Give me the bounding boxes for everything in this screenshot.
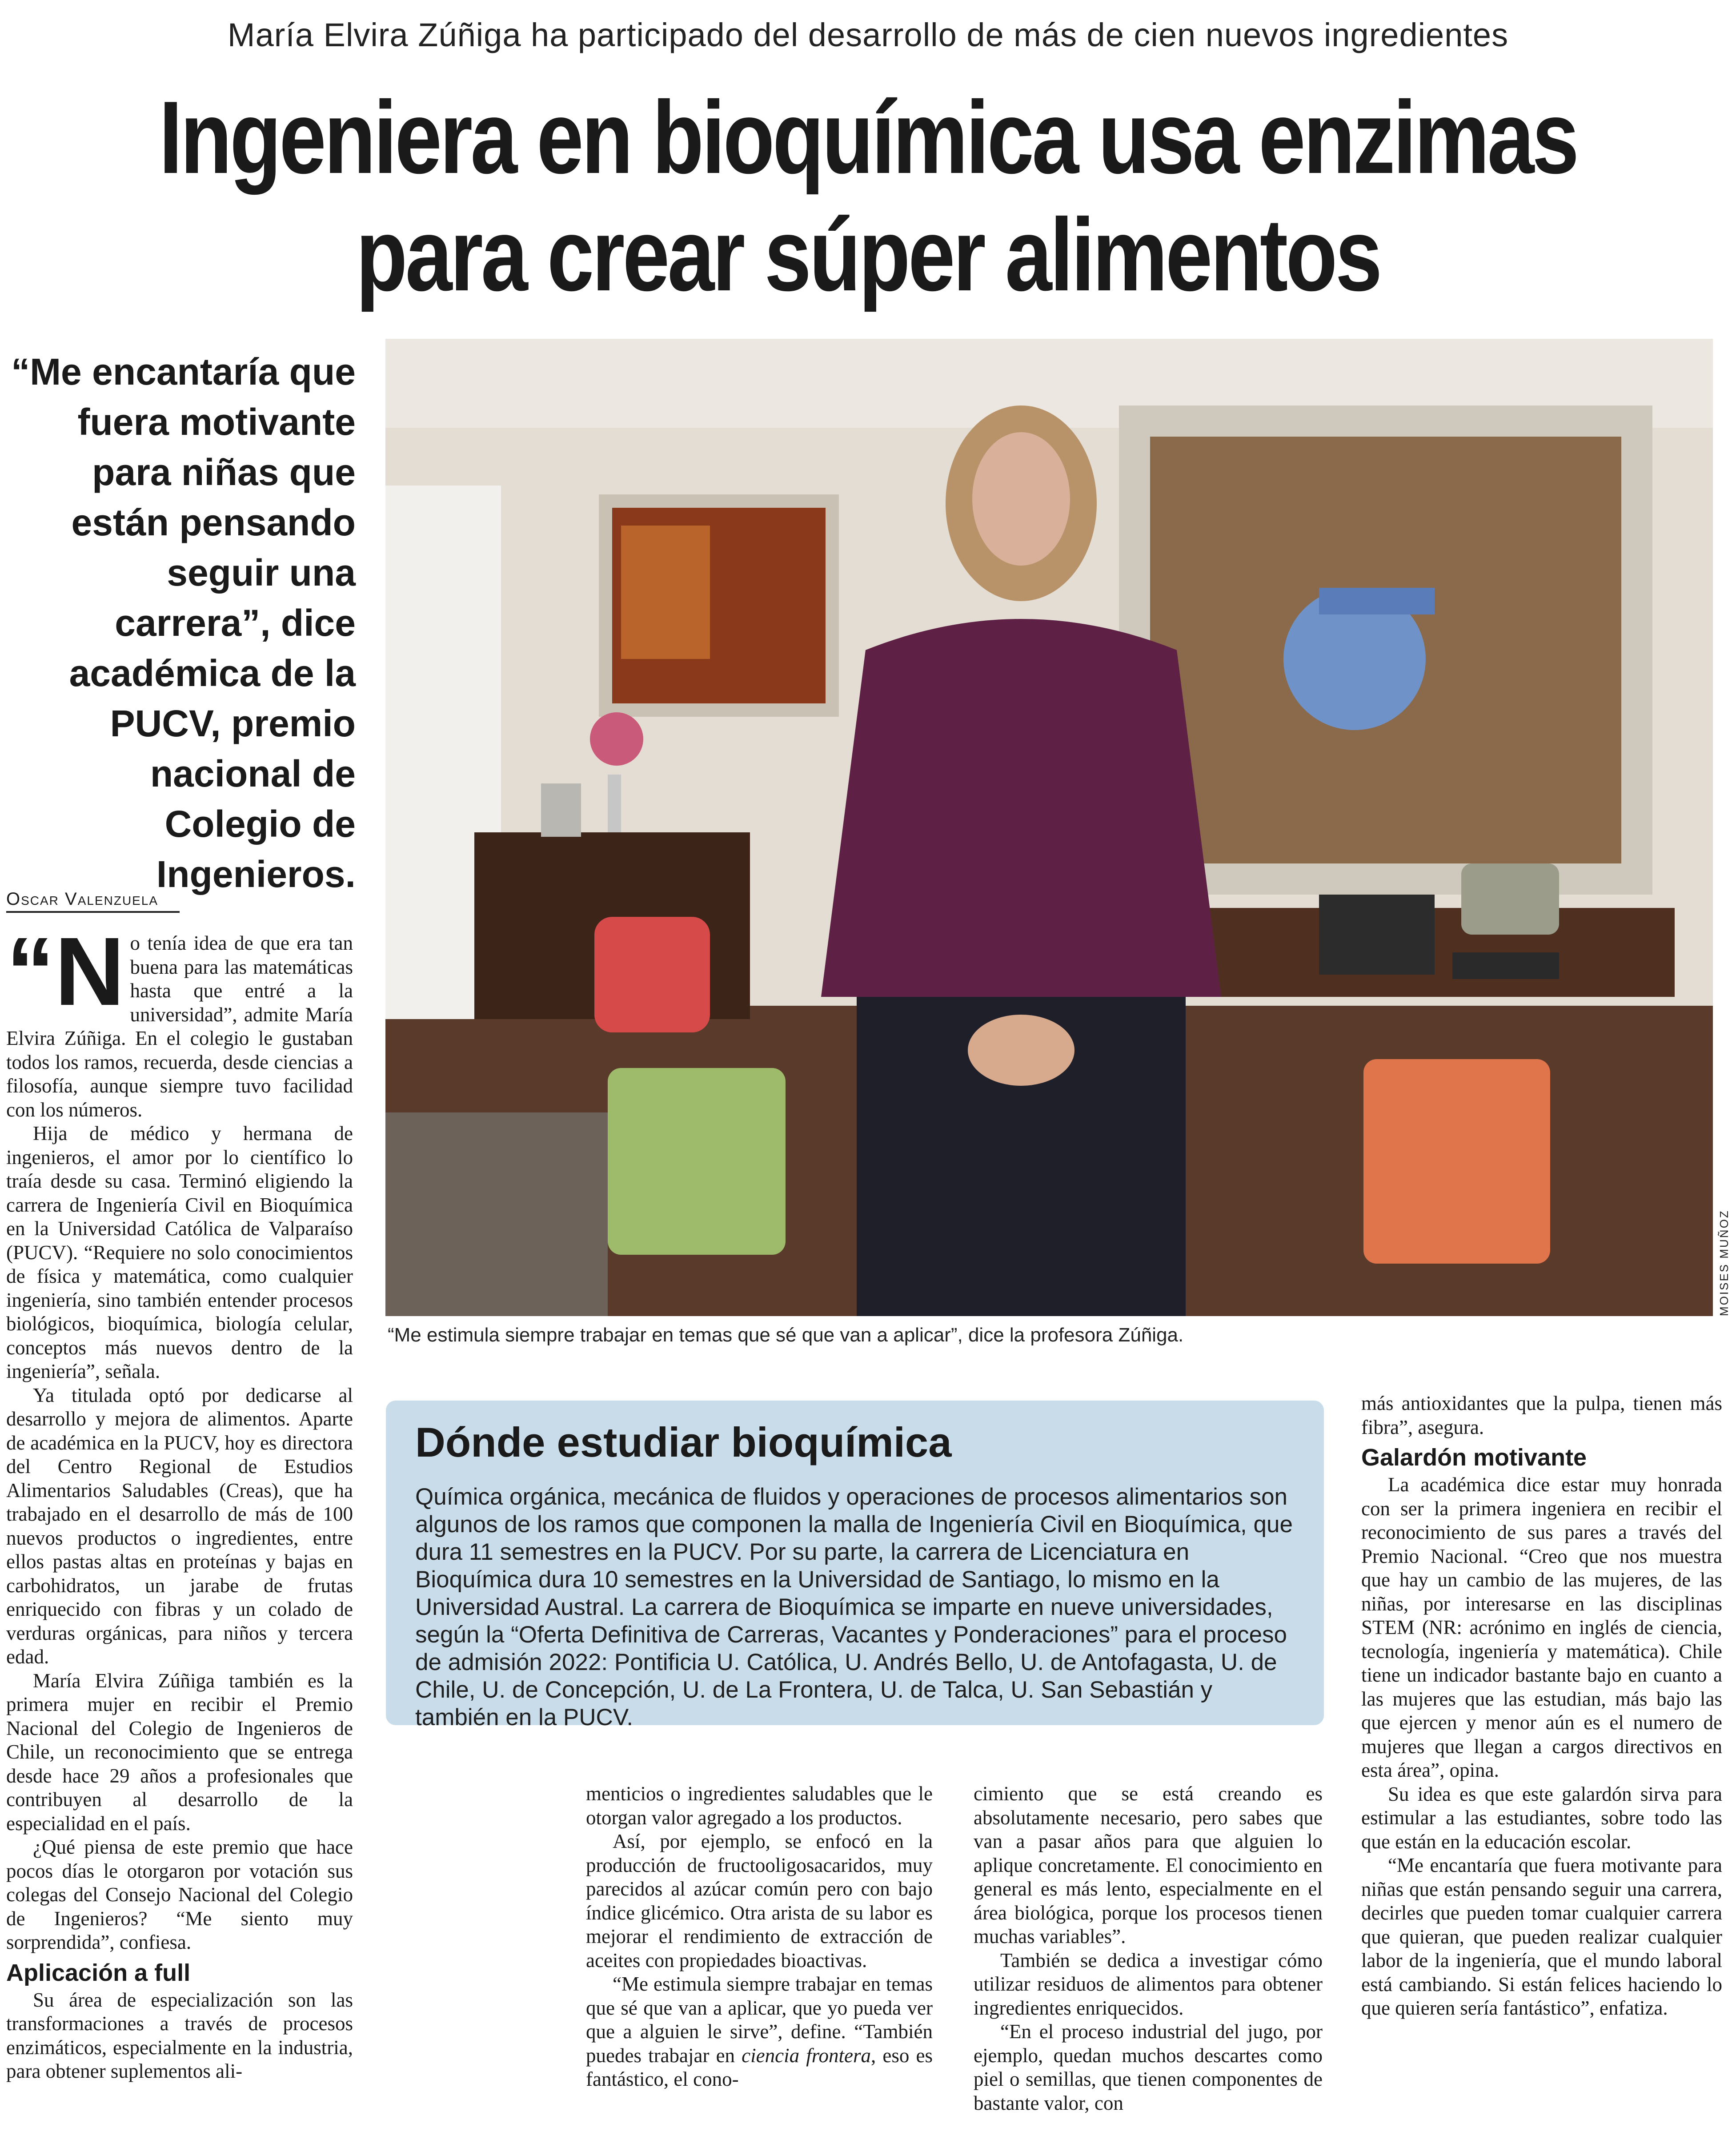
article-paragraph: “En el proceso industrial del jugo, por ejemplo, quedan muchos descartes como piel o semillas, que tienen componentes de bastante valor, con (974, 2020, 1323, 2114)
article-paragraph: ¿Qué piensa de este premio que hace pocos días le otorgaron por votación sus colegas del Consejo Nacional del Colegio de Ingenieros? “Me siento muy sorprendida”, confiesa. (6, 1836, 353, 1953)
photo-illustration (385, 339, 1713, 1316)
article-paragraph: Ya titulada optó por dedicarse al desarrollo y mejora de alimentos. Aparte de académica en la PUCV, hoy es directora del Centro Regional de Estudios Alimentarios Saludables (Creas), que ha trabajado en el desarrollo de más de 100 nuevos productos o ingredientes, entre ellos pastas altas en proteínas y bajas en carbohidratos, un jarabe de frutas enriquecido con fibras y un colado de verduras orgánicas, para niños y tercera edad. (6, 1384, 353, 1668)
photo-caption: “Me estimula siempre trabajar en temas que sé que van a aplicar”, dice la profesora Zúñiga. (388, 1324, 1184, 1346)
article-paragraph: María Elvira Zúñiga también es la primera mujer en recibir el Premio Nacional del Colegio de Ingenieros de Chile, un reconocimiento que se entrega desde hace 29 años a profesionales que contribuyen al desarrollo de la especialidad en el país. (6, 1669, 353, 1835)
article-column-3 (974, 1782, 1323, 2115)
sidebar-box (386, 1401, 1324, 1730)
article-column-1 (6, 918, 353, 2084)
headline-line-2: para crear súper alimentos (356, 197, 1380, 313)
sidebar-body: Química orgánica, mecánica de fluidos y operaciones de procesos alimentarios son algunos de los ramos que componen la malla de Ingeniería Civil en Bioquímica, que dura 11 semestres en la PUCV. Por su parte, la carrera de Licenciatura en Bioquímica dura 10 semestres en la Universidad de Santiago, lo mismo en la Universidad Austral. La carrera de Bioquímica se imparte en nueve universidades, según la “Oferta Definitiva de Carreras, Vacantes y Ponderaciones” para el proceso de admisión 2022: Pontificia U. Católica, U. Andrés Bello, U. de Antofagasta, U. de Chile, U. de Concepción, U. de La Frontera, U. de Talca, U. San Sebastián y también en la PUCV. (415, 1484, 1293, 1730)
headline (156, 79, 1580, 314)
article-paragraph: Hija de médico y hermana de ingenieros, el amor por lo científico lo traía desde su casa. Terminó eligiendo la carrera de Ingeniería Civil en Bioquímica en la Universidad Católica de Valparaíso (PUCV). “Requiere no solo conocimientos de física y matemática, como cualquier ingeniería, sino también entender procesos biológicos, bioquímica, biología celular, conceptos más nuevos dentro de la ingeniería”, señala. (6, 1122, 353, 1382)
article-paragraph: También se dedica a investigar cómo utilizar residuos de alimentos para obtener ingredientes enriquecidos. (974, 1949, 1323, 2019)
main-photo (385, 339, 1713, 1316)
article-paragraph: cimiento que se está creando es absolutamente necesario, pero sabes que van a pasar años para que alguien lo aplique concretamente. El conocimiento en general es más lento, especialmente en el área biológica, porque los procesos tienen muchas variables”. (974, 1783, 1323, 1947)
article-paragraph: “N o tenía idea de que era tan buena para las matemáticas hasta que entré a la universidad”, admite María Elvira Zúñiga. En el colegio le gustaban todos los ramos, recuerda, desde ciencias a filosofía, aunque siempre tuvo facilidad con los números. (6, 918, 353, 1121)
article-paragraph: Su idea es que este galardón sirva para estimular a las estudiantes, sobre todo las que están en la educación escolar. (1361, 1783, 1722, 1853)
subheading-galardon: Galardón motivante (1361, 1444, 1587, 1471)
article-column-2 (586, 1782, 933, 2092)
subheading-aplicacion: Aplicación a full (6, 1959, 191, 1986)
article-paragraph: más antioxidantes que la pulpa, tienen más fibra”, asegura. (1361, 1392, 1722, 1438)
article-paragraph: Su área de especialización son las transformaciones a través de procesos enzimáticos, especialmente en la industria, para obtener suplementos ali- (6, 1988, 353, 2082)
article-column-4 (1361, 1392, 1722, 2020)
pull-quote: “Me encantaría que fuera motivante para niñas que están pensando seguir una carrera”, dice académica de la PUCV, premio nacional de Colegio de Ingenieros. (11, 351, 356, 895)
headline-line-1: Ingeniera en bioquímica usa enzimas (159, 80, 1577, 195)
drop-cap: “N (6, 918, 125, 1026)
article-paragraph: La académica dice estar muy honrada con ser la primera ingeniera en recibir el reconocimiento de sus pares a través del Premio Nacional. “Creo que nos muestra que hay un cambio de las mujeres, de las niñas, por interesarse en las disciplinas STEM (NR: acrónimo en inglés de ciencia, tecnología, ingeniería y matemática). Chile tiene un indicador bastante bajo en cuanto a las mujeres que las estudian, más bajo las que ejercen y menor aún es el numero de mujeres que llegan a cargos directivos en esta área”, opina. (1361, 1473, 1722, 1781)
byline: Oscar Valenzuela (6, 889, 180, 913)
article-paragraph: Así, por ejemplo, se enfocó en la producción de fructooligosacaridos, muy parecidos al azúcar común pero con bajo índice glicémico. Otra arista de su labor es mejorar el rendimiento de extracción de aceites con propiedades bioactivas. (586, 1830, 933, 1971)
article-paragraph: “Me estimula siempre trabajar en temas que sé que van a aplicar, que yo pueda ver que a alguien le sirve”, define. “También puedes trabajar en ciencia frontera, eso es fantástico, el cono- (586, 1973, 933, 2090)
sidebar-title: Dónde estudiar bioquímica (415, 1419, 952, 1465)
photo-credit: MOISES MUÑOZ (1717, 1209, 1731, 1316)
article-paragraph: “Me encantaría que fuera motivante para niñas que están pensando seguir una carrera, decirles que pueden tomar cualquier carrera que quieran, que pueden realizar cualquier labor de la ingeniería, que el mundo laboral está cambiando. Si están felices haciendo lo que quieren sería fantástico”, enfatiza. (1361, 1854, 1722, 2019)
article-paragraph: menticios o ingredientes saludables que le otorgan valor agregado a los productos. (586, 1783, 933, 1829)
kicker: María Elvira Zúñiga ha participado del desarrollo de más de cien nuevos ingredientes (227, 16, 1509, 53)
